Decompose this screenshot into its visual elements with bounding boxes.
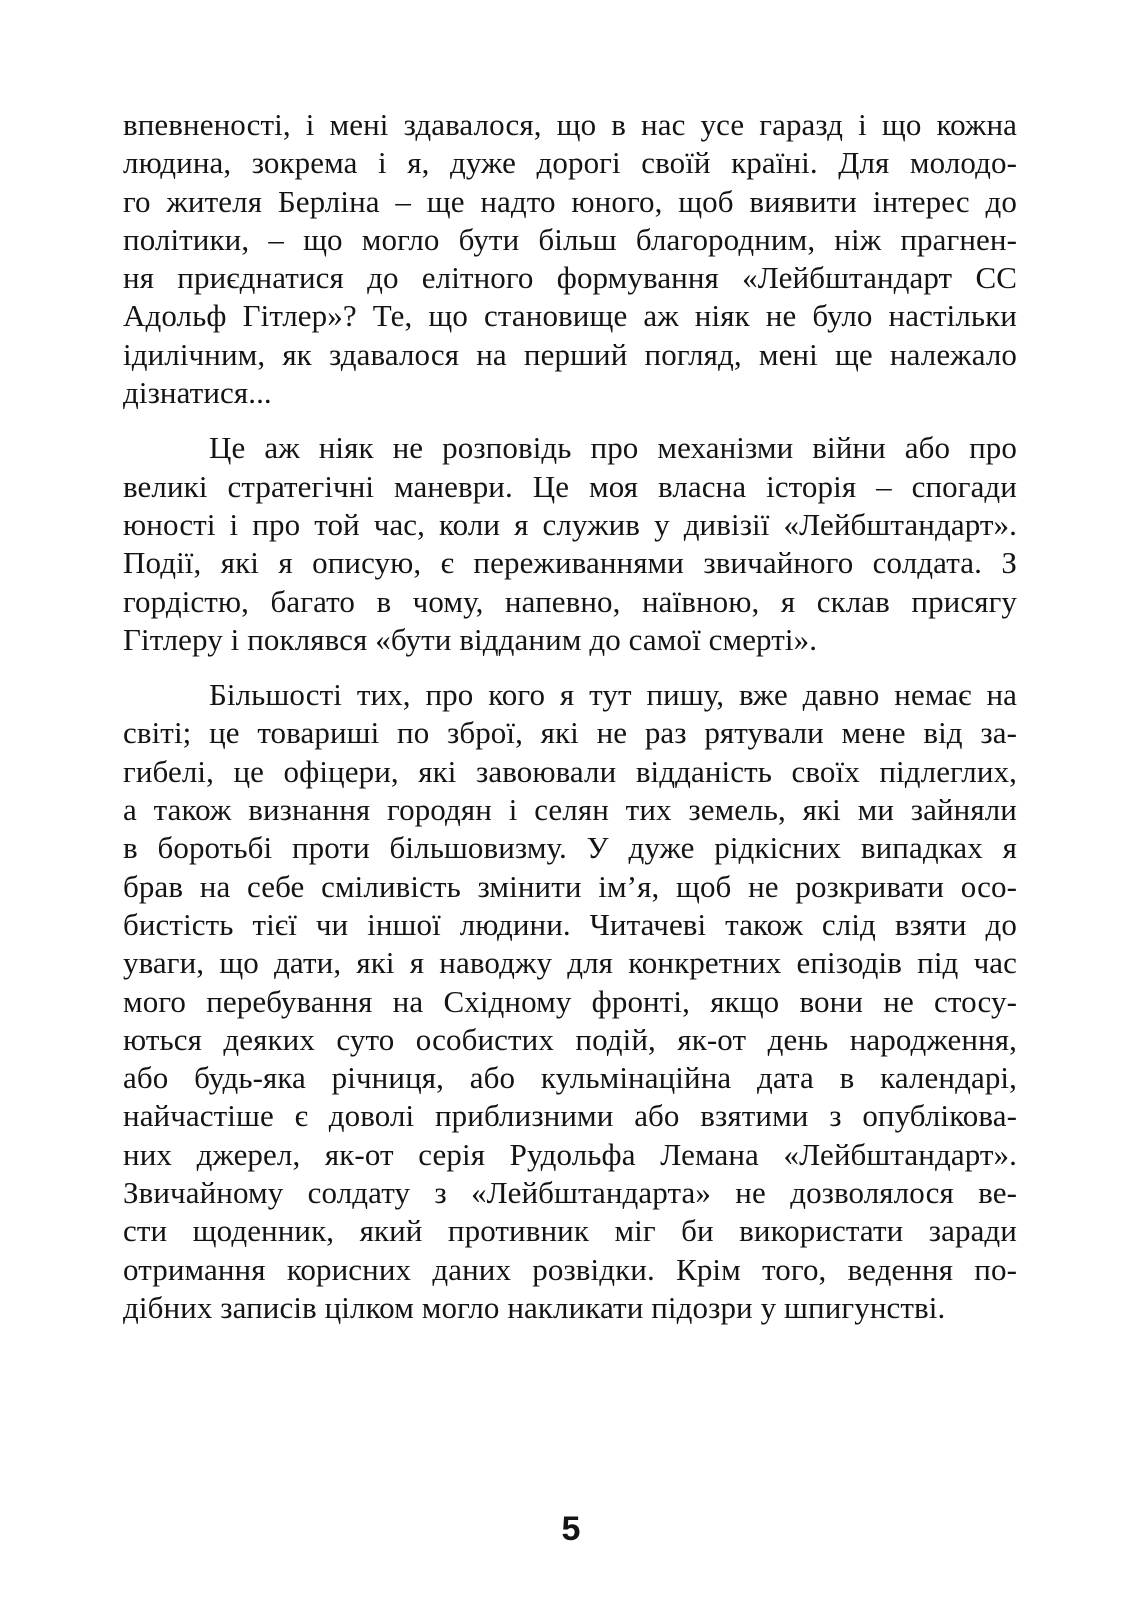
text-line: гибелі, це офіцери, які завоювали відданість своїх підлеглих,	[123, 753, 1017, 789]
text-line: Адольф Гітлер»? Те, що становище аж ніяк не було настільки	[123, 298, 1017, 334]
text-line: отримання корисних даних розвідки. Крім того, ведення по-	[123, 1251, 1017, 1287]
text-line: дібних записів цілком могло накликати підозри у шпигунстві.	[123, 1289, 946, 1325]
text-line: уваги, що дати, які я наводжу для конкретних епізодів під час	[123, 945, 1017, 981]
text-line: гордістю, багато в чому, напевно, наївною, я склав присягу	[123, 583, 1017, 619]
page-number: 5	[561, 1510, 581, 1548]
text-line: ідилічним, як здавалося на перший погляд, мені ще належало	[123, 336, 1017, 372]
text-line: в боротьбі проти більшовизму. У дуже рідкісних випадках я	[123, 830, 1017, 866]
text-line: політики, – що могло бути більш благородним, ніж прагнен-	[123, 221, 1017, 257]
text-line: найчастіше є доволі приблизними або взятими з опублікова-	[123, 1098, 1017, 1134]
paragraph	[123, 429, 1017, 659]
text-line: Більшості тих, про кого я тут пишу, вже давно немає на	[209, 677, 1017, 713]
text-line: бистість тієї чи іншої людини. Читачеві також слід взяти до	[123, 906, 1017, 942]
text-line: ня приєднатися до елітного формування «Лейбштандарт СС	[123, 260, 1017, 296]
text-line: них джерел, як-от серія Рудольфа Лемана «Лейбштандарт».	[123, 1136, 1017, 1172]
paragraph	[123, 676, 1017, 1327]
text-line: великі стратегічні маневри. Це моя власна історія – спогади	[123, 468, 1017, 504]
text-line: ються деяких суто особистих подій, як-от день народження,	[123, 1021, 1017, 1057]
text-line: Гітлеру і поклявся «бути відданим до самої смерті».	[123, 621, 818, 657]
text-line: людина, зокрема і я, дуже дорогі своїй країні. Для молодо-	[123, 145, 1017, 181]
text-line: го жителя Берліна – ще надто юного, щоб виявити інтерес до	[123, 183, 1017, 219]
text-block	[123, 106, 1017, 1327]
text-line: або будь-яка річниця, або кульмінаційна дата в календарі,	[123, 1060, 1017, 1096]
text-line: юності і про той час, коли я служив у дивізії «Лейбштандарт».	[123, 506, 1017, 542]
text-line: впевненості, і мені здавалося, що в нас усе гаразд і що кожна	[123, 107, 1017, 142]
text-line: сти щоденник, який противник міг би використати заради	[123, 1213, 1017, 1249]
text-line: Події, які я описую, є переживаннями звичайного солдата. З	[123, 545, 1017, 581]
text-line: а також визнання городян і селян тих земель, які ми зайняли	[123, 792, 1017, 828]
paragraph	[123, 106, 1017, 412]
text-line: мого перебування на Східному фронті, якщо вони не стосу-	[123, 983, 1017, 1019]
text-line: дізнатися...	[123, 375, 272, 411]
text-line: Це аж ніяк не розповідь про механізми війни або про	[209, 430, 1017, 466]
text-line: світі; це товариші по зброї, які не раз рятували мене від за-	[123, 715, 1017, 751]
text-line: брав на себе сміливість змінити ім’я, щоб не розкривати осо-	[123, 868, 1017, 904]
text-line: Звичайному солдату з «Лейбштандарта» не дозволялося ве-	[123, 1175, 1017, 1211]
